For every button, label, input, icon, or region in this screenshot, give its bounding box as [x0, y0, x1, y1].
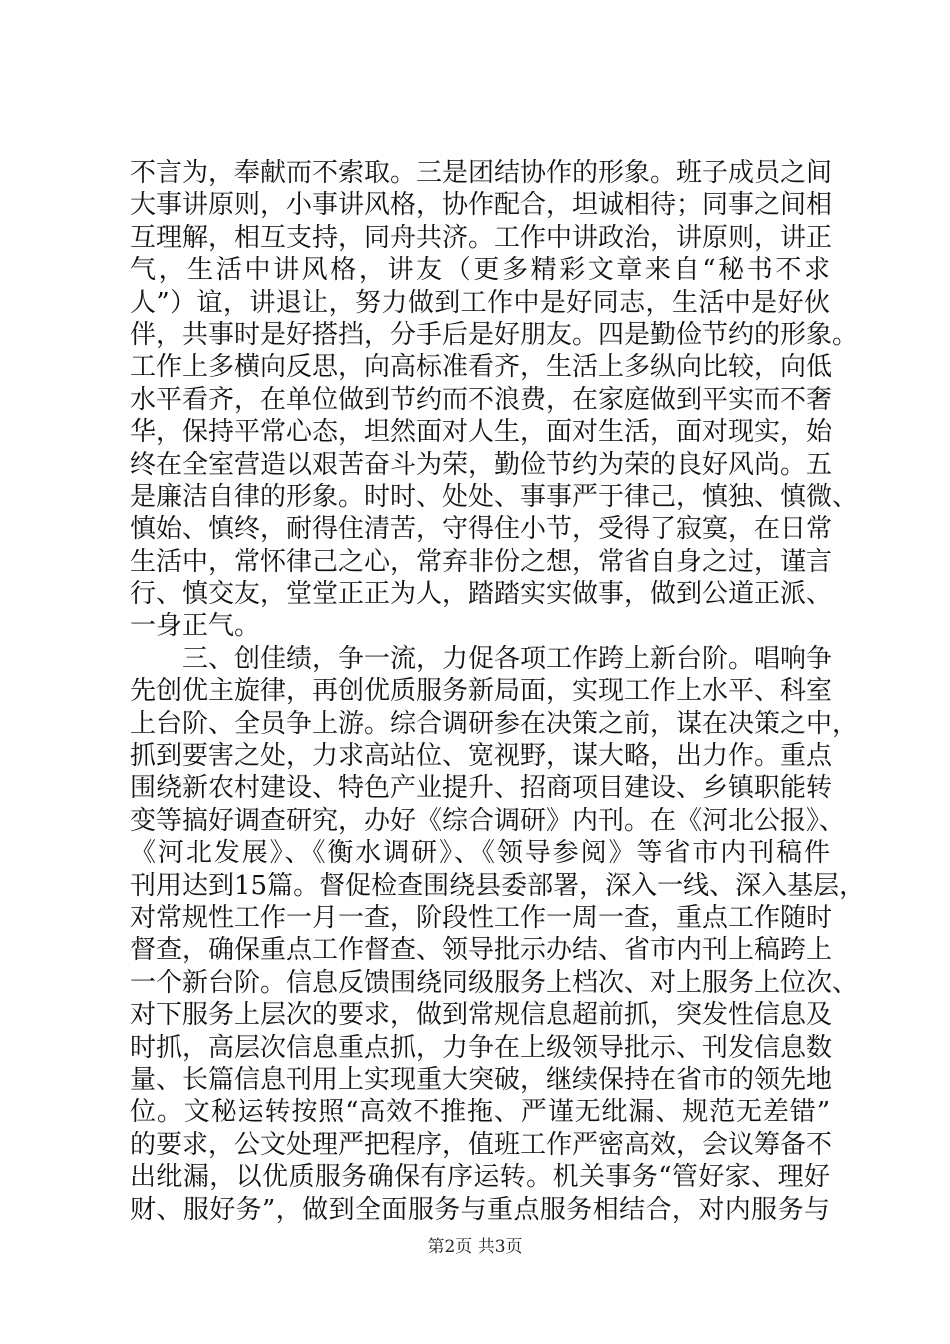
text-line: 慎始、慎终，耐得住清苦，守得住小节，受得了寂寞，在日常	[130, 514, 833, 545]
text-line: 人”）谊，讲退让，努力做到工作中是好同志，生活中是好伙	[130, 287, 830, 318]
text-line: 抓到要害之处，力求高站位、宽视野，谋大略，出力作。重点	[130, 741, 833, 772]
text-line: 督查，确保重点工作督查、领导批示办结、省市内刊上稿跨上	[130, 935, 833, 966]
text-line: 生活中，常怀律己之心，常弃非份之想，常省自身之过，谨言	[130, 546, 833, 577]
text-line: 气，生活中讲风格，讲友（更多精彩文章来自“秘书不求	[130, 255, 830, 286]
text-line: 工作上多横向反思，向高标准看齐，生活上多纵向比较，向低	[130, 352, 833, 383]
text-line: 位。文秘运转按照“高效不推拖、严谨无纰漏、规范无差错”	[130, 1097, 830, 1128]
text-line: 华，保持平常心态，坦然面对人生，面对生活，面对现实，始	[130, 417, 833, 448]
text-line: 行、慎交友，堂堂正正为人，踏踏实实做事，做到公道正派、	[130, 579, 833, 610]
text-line: 的要求，公文处理严把程序，值班工作严密高效，会议筹备不	[130, 1129, 833, 1160]
text-line: 对下服务上层次的要求，做到常规信息超前抓，突发性信息及	[130, 1000, 833, 1031]
text-line: 先创优主旋律，再创优质服务新局面，实现工作上水平、科室	[130, 676, 833, 707]
text-line: 《河北发展》、《衡水调研》、《领导参阅》等省市内刊稿件	[130, 838, 830, 869]
document-body	[130, 157, 866, 1226]
text-line: 三、创佳绩，争一流，力促各项工作跨上新台阶。唱响争	[130, 643, 833, 674]
text-line: 量、长篇信息刊用上实现重大突破，继续保持在省市的领先地	[130, 1064, 833, 1095]
text-line: 刊用达到15篇。督促检查围绕县委部署，深入一线、深入基层，	[130, 870, 866, 901]
text-line: 出纰漏，以优质服务确保有序运转。机关事务“管好家、理好	[130, 1162, 830, 1193]
text-line: 时抓，高层次信息重点抓，力争在上级领导批示、刊发信息数	[130, 1032, 833, 1063]
text-line: 一个新台阶。信息反馈围绕同级服务上档次、对上服务上位次、	[130, 967, 859, 998]
text-line: 互理解，相互支持，同舟共济。工作中讲政治，讲原则，讲正	[130, 222, 833, 253]
text-line: 财、服好务”，做到全面服务与重点服务相结合，对内服务与	[130, 1194, 830, 1225]
page-footer: 第2页 共3页	[427, 1237, 523, 1257]
text-line: 一身正气。	[130, 611, 261, 642]
text-line: 对常规性工作一月一查，阶段性工作一周一查，重点工作随时	[130, 902, 833, 933]
text-line: 上台阶、全员争上游。综合调研参在决策之前，谋在决策之中，	[130, 708, 859, 739]
text-line: 水平看齐，在单位做到节约而不浪费，在家庭做到平实而不奢	[130, 384, 833, 415]
text-line: 围绕新农村建设、特色产业提升、招商项目建设、乡镇职能转	[130, 773, 833, 804]
text-line: 不言为，奉献而不索取。三是团结协作的形象。班子成员之间	[130, 158, 833, 188]
text-line: 伴，共事时是好搭挡，分手后是好朋友。四是勤俭节约的形象。	[130, 319, 859, 350]
text-line: 大事讲原则，小事讲风格，协作配合，坦诚相待；同事之间相	[130, 190, 833, 221]
text-line: 是廉洁自律的形象。时时、处处、事事严于律己，慎独、慎微、	[130, 481, 859, 512]
text-line: 终在全室营造以艰苦奋斗为荣，勤俭节约为荣的良好风尚。五	[130, 449, 833, 480]
text-line: 变等搞好调查研究，办好《综合调研》内刊。在《河北公报》、	[130, 805, 846, 836]
